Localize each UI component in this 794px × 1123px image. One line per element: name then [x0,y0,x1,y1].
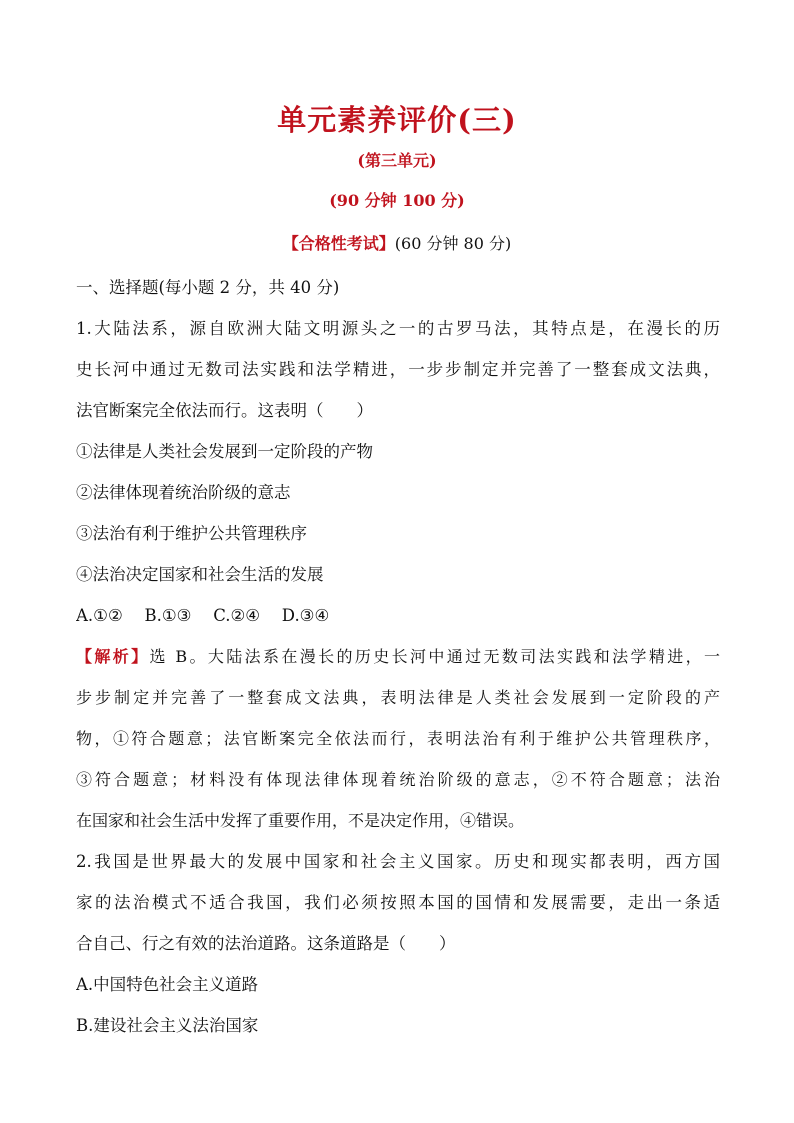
analysis-line: 物，①符合题意；法官断案完全依法而行，表明法治有利于维护公共管理秩序， [76,729,720,748]
unit-subtitle: (第三单元) [357,151,437,170]
question-2-option: A.中国特色社会主义道路 [76,975,259,994]
analysis-text: 选 B。大陆法系在漫长的历史长河中通过无数司法实践和法学精进，一 [149,647,720,666]
question-1-line: 史长河中通过无数司法实践和法学精进，一步步制定并完善了一整套成文法典， [76,360,720,379]
page-title: 单元素养评价(三) [277,103,517,137]
analysis-line: ③符合题意；材料没有体现法律体现着统治阶级的意志，②不符合题意；法治 [76,770,720,789]
question-1-option: ④法治决定国家和社会生活的发展 [76,565,324,584]
question-1-analysis [76,636,720,841]
section-heading: 一、选择题(每小题 2 分，共 40 分) [76,278,340,297]
analysis-line [76,636,720,677]
question-1-option: ②法律体现着统治阶级的意志 [76,483,291,502]
question-1-option: ③法治有利于维护公共管理秩序 [76,524,307,543]
analysis-line: 在国家和社会生活中发挥了重要作用，不是决定作用，④错误。 [76,811,525,830]
duration-label: (90 分钟 100 分) [329,191,465,210]
question-1-line: 1.大陆法系，源自欧洲大陆文明源头之一的古罗马法，其特点是，在漫长的历 [76,319,720,338]
exam-tag: 【合格性考试】 [282,234,395,253]
exam-info-line [0,231,794,254]
question-2-line: 家的法治模式不适合我国，我们必须按照本国的国情和发展需要，走出一条适 [76,893,720,912]
question-2-option: B.建设社会主义法治国家 [76,1016,259,1035]
question-2-line: 合自己、行之有效的法治道路。这条道路是（ ） [76,934,456,953]
question-1-line: 法官断案完全依法而行。这表明（ ） [76,401,373,420]
exam-info: (60 分钟 80 分) [394,234,512,253]
question-2 [76,841,720,1046]
question-1-choices: A.①② B.①③ C.②④ D.③④ [76,606,330,625]
question-1 [76,308,720,841]
question-content [76,267,720,1046]
question-2-line: 2.我国是世界最大的发展中国家和社会主义国家。历史和现实都表明，西方国 [76,852,720,871]
analysis-tag: 【解析】 [76,647,150,666]
analysis-line: 步步制定并完善了一整套成文法典，表明法律是人类社会发展到一定阶段的产 [76,688,720,707]
question-1-option: ①法律是人类社会发展到一定阶段的产物 [76,442,373,461]
